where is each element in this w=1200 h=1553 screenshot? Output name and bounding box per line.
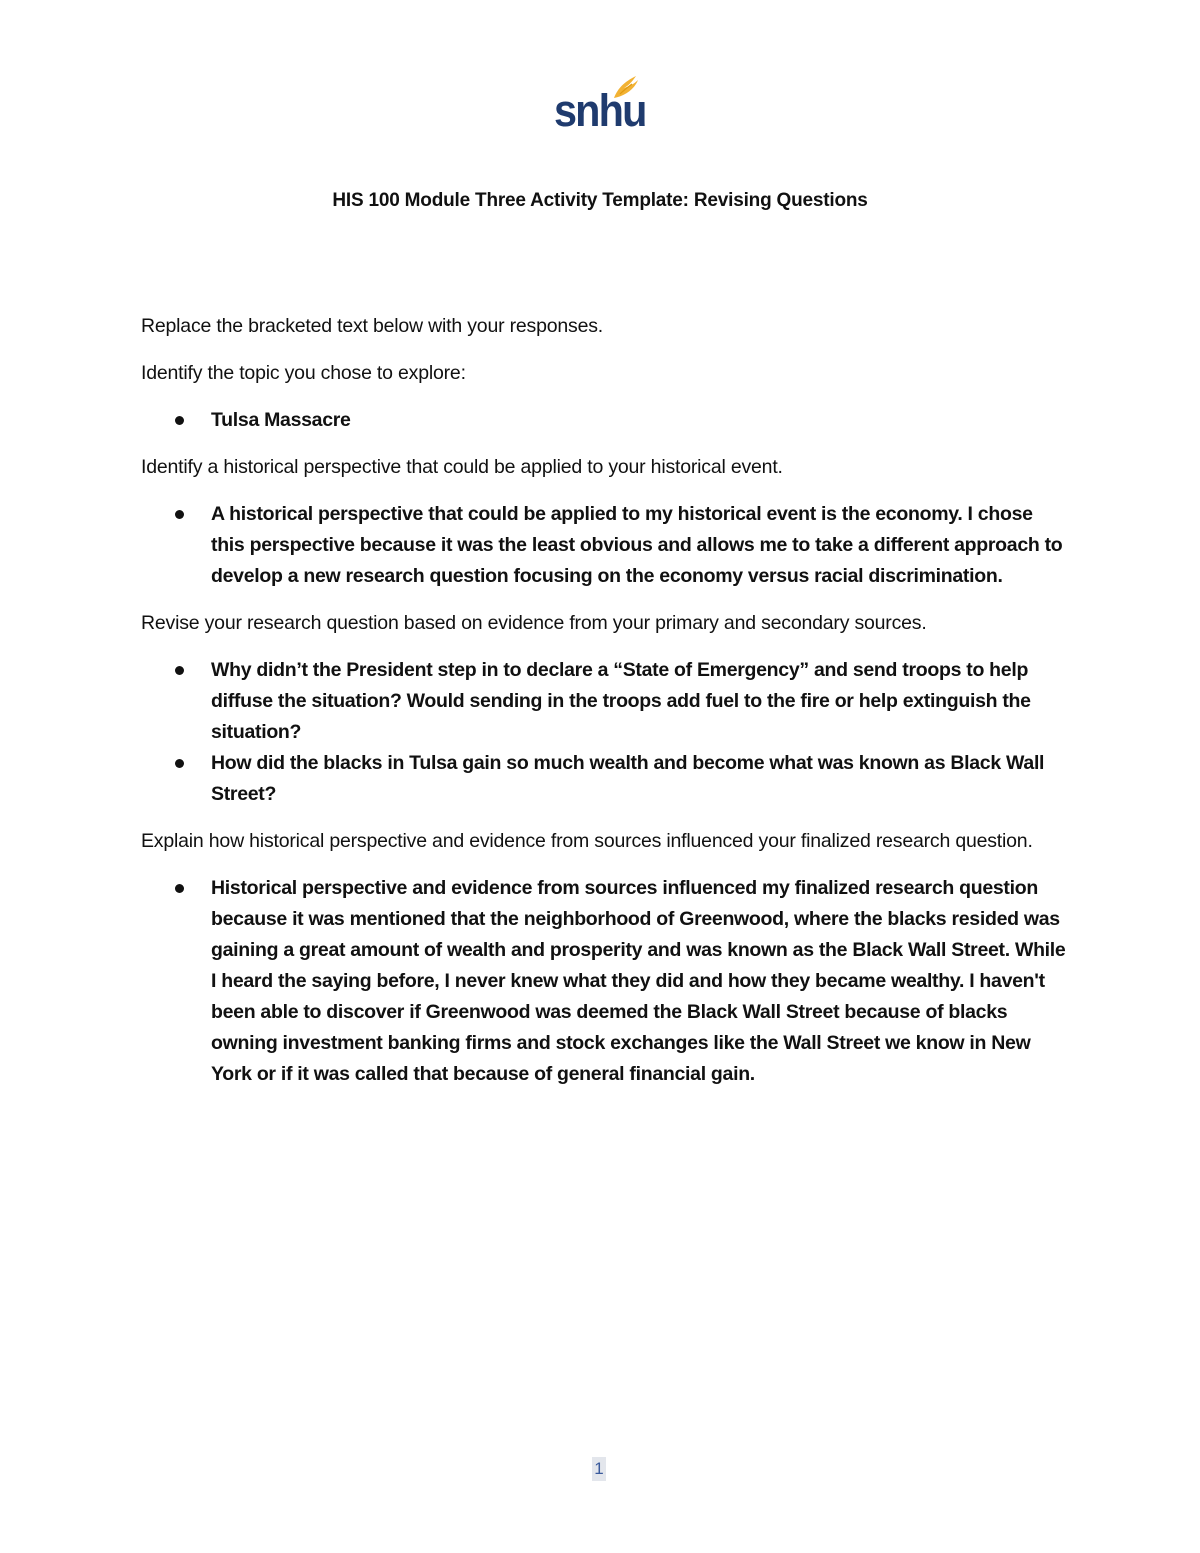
answer-list-research-question (141, 655, 1066, 810)
answer-list-topic (141, 405, 1066, 436)
list-item (141, 405, 1066, 436)
list-item (141, 873, 1066, 1090)
list-item (141, 499, 1066, 592)
document-title: HIS 100 Module Three Activity Template: Revising Questions (332, 190, 868, 211)
bullet-icon (175, 510, 184, 519)
bullet-icon (175, 416, 184, 425)
answer-list-perspective (141, 499, 1066, 592)
prompt-research-question: Revise your research question based on evidence from your primary and secondary sources. (141, 612, 927, 634)
document-body (141, 311, 1066, 1106)
bullet-icon (175, 884, 184, 893)
answer-text: Why didn’t the President step in to declare a “State of Emergency” and send troops to help diffuse the situation? Would sending in the troops add fuel to the fire or help extinguish the situation? (211, 659, 1031, 743)
prompt-perspective: Identify a historical perspective that could be applied to your historical event. (141, 456, 783, 478)
logo-wordmark: snhu (554, 85, 646, 136)
instructions-text: Replace the bracketed text below with your responses. (141, 315, 603, 337)
bullet-icon (175, 759, 184, 768)
answer-text: How did the blacks in Tulsa gain so much wealth and become what was known as Black Wall Street? (211, 752, 1045, 805)
list-item (141, 748, 1066, 810)
bullet-icon (175, 666, 184, 675)
prompt-topic: Identify the topic you chose to explore: (141, 362, 466, 384)
list-item (141, 655, 1066, 748)
answer-list-explanation (141, 873, 1066, 1090)
answer-text: Tulsa Massacre (211, 409, 351, 431)
answer-text: A historical perspective that could be applied to my historical event is the economy. I chose this perspective because it was the least obvious and allows me to take a different approach to develop a new research question focusing on the economy versus racial discrimination. (211, 503, 1063, 587)
prompt-explanation: Explain how historical perspective and evidence from sources influenced your finalized research question. (141, 830, 1033, 852)
page-number: 1 (592, 1457, 606, 1481)
answer-text: Historical perspective and evidence from sources influenced my finalized research question because it was mentioned that the neighborhood of Greenwood, where the blacks resided was gaining a great amount of wealth and prosperity and was known as the Black Wall Street. While I heard the saying before, I never knew what they did and how they became wealthy. I haven't been able to discover if Greenwood was deemed the Black Wall Street because of blacks owning investment banking firms and stock exchanges like the Wall Street we know in New York or if it was called that because of general financial gain. (211, 877, 1066, 1085)
snhu-logo (554, 72, 646, 136)
